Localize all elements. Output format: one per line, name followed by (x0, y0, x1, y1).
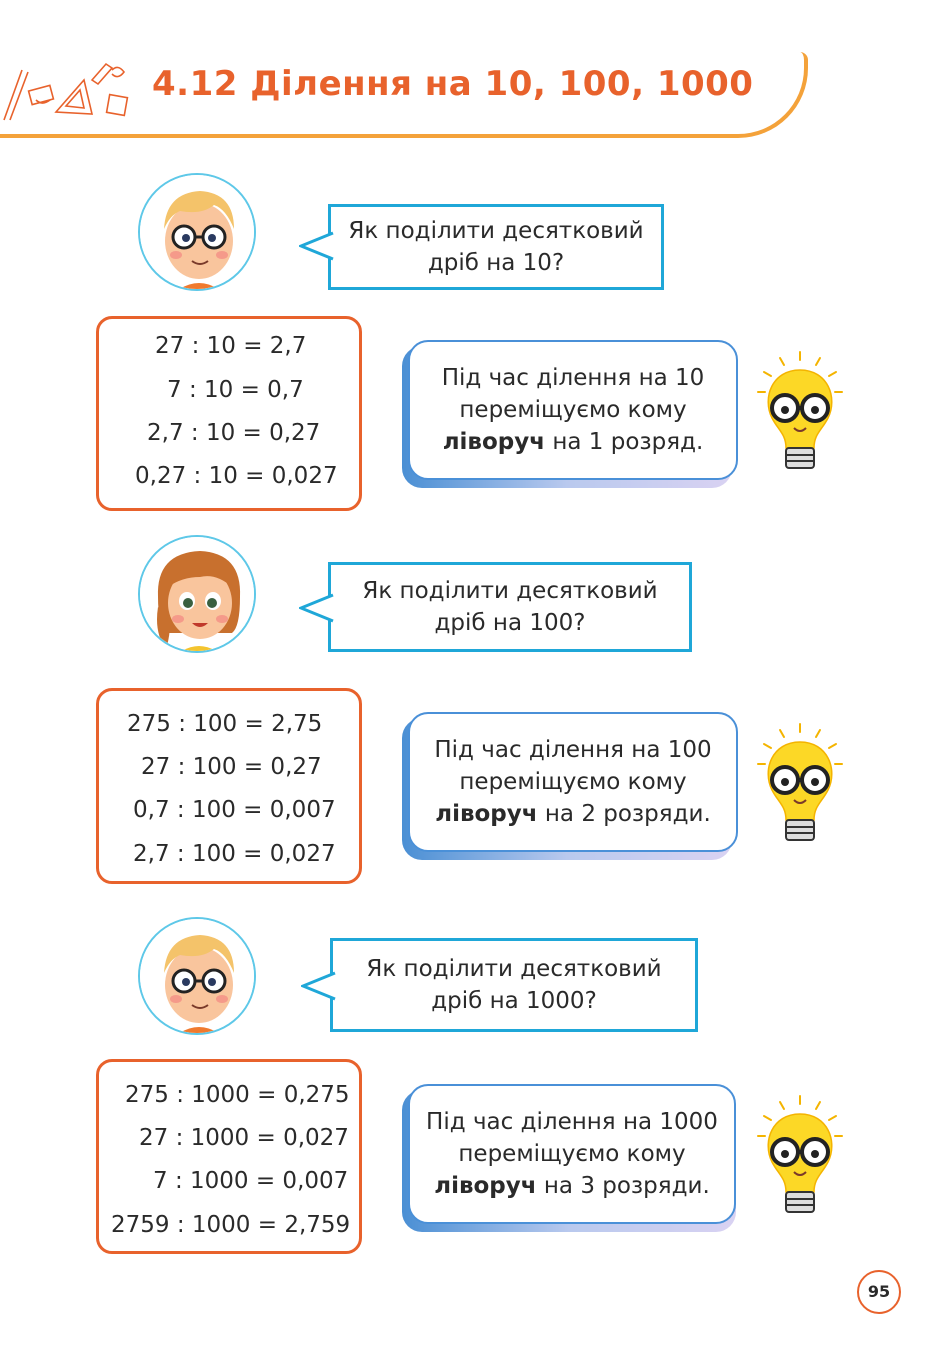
question-line: дріб на 1000? (431, 988, 597, 1014)
equation: 2,7 : 100 = 0,027 (133, 841, 336, 867)
equation: 275 : 100 = 2,75 (127, 711, 323, 737)
equation: 2759 : 1000 = 2,759 (111, 1212, 351, 1238)
school-supplies-icon (0, 60, 140, 130)
avatar (138, 535, 256, 653)
bubble-tail (301, 971, 337, 1001)
answer-line: Під час ділення на 100 (434, 737, 712, 763)
girl-avatar-icon (140, 537, 256, 653)
lightbulb-glasses-icon (750, 1092, 850, 1222)
equation: 2,7 : 10 = 0,27 (147, 420, 321, 446)
answer-bubble (408, 1084, 736, 1224)
bubble-tail (299, 593, 335, 623)
equation: 27 : 10 = 2,7 (155, 333, 307, 359)
answer-line: переміщуємо кому (459, 769, 687, 795)
answer-bold: ліворуч (435, 801, 538, 827)
answer-rest: на 1 розряд. (545, 429, 704, 455)
question-bubble (328, 562, 692, 652)
boy-avatar-icon (140, 175, 256, 291)
answer-bubble (408, 712, 738, 852)
equation: 7 : 10 = 0,7 (167, 377, 304, 403)
equation-box (96, 688, 362, 884)
answer-line (410, 426, 736, 458)
question-bubble (328, 204, 664, 290)
equation-box (96, 1059, 362, 1254)
page-number: 95 (857, 1270, 901, 1314)
answer-line (410, 1170, 734, 1202)
equation: 7 : 1000 = 0,007 (153, 1168, 349, 1194)
question-line: дріб на 10? (427, 250, 565, 276)
question-line: дріб на 100? (434, 610, 586, 636)
answer-rest: на 3 розряди. (536, 1173, 710, 1199)
lightbulb-glasses-icon (750, 720, 850, 850)
question-line: Як поділити десятковий (362, 578, 658, 604)
answer-line: Під час ділення на 1000 (426, 1109, 718, 1135)
answer-line (410, 798, 736, 830)
equation: 275 : 1000 = 0,275 (125, 1082, 350, 1108)
equation: 27 : 100 = 0,27 (141, 754, 322, 780)
lightbulb-glasses-icon (750, 348, 850, 478)
answer-bold: ліворуч (442, 429, 546, 455)
answer-bubble (408, 340, 738, 480)
answer-rest: на 2 розряди. (537, 801, 711, 827)
equation: 27 : 1000 = 0,027 (139, 1125, 349, 1151)
boy-avatar-icon (140, 919, 256, 1035)
equation: 0,7 : 100 = 0,007 (133, 797, 336, 823)
question-line: Як поділити десятковий (366, 956, 662, 982)
answer-bold: ліворуч (434, 1173, 537, 1199)
question-line: Як поділити десятковий (348, 218, 644, 244)
equation: 0,27 : 10 = 0,027 (135, 463, 338, 489)
page-title: 4.12 Ділення на 10, 100, 1000 (152, 64, 754, 104)
bubble-tail (299, 231, 335, 261)
question-bubble (330, 938, 698, 1032)
answer-line: переміщуємо кому (458, 1141, 686, 1167)
avatar (138, 173, 256, 291)
answer-line: переміщуємо кому (459, 397, 687, 423)
answer-line: Під час ділення на 10 (441, 365, 705, 391)
equation-box (96, 316, 362, 511)
avatar (138, 917, 256, 1035)
